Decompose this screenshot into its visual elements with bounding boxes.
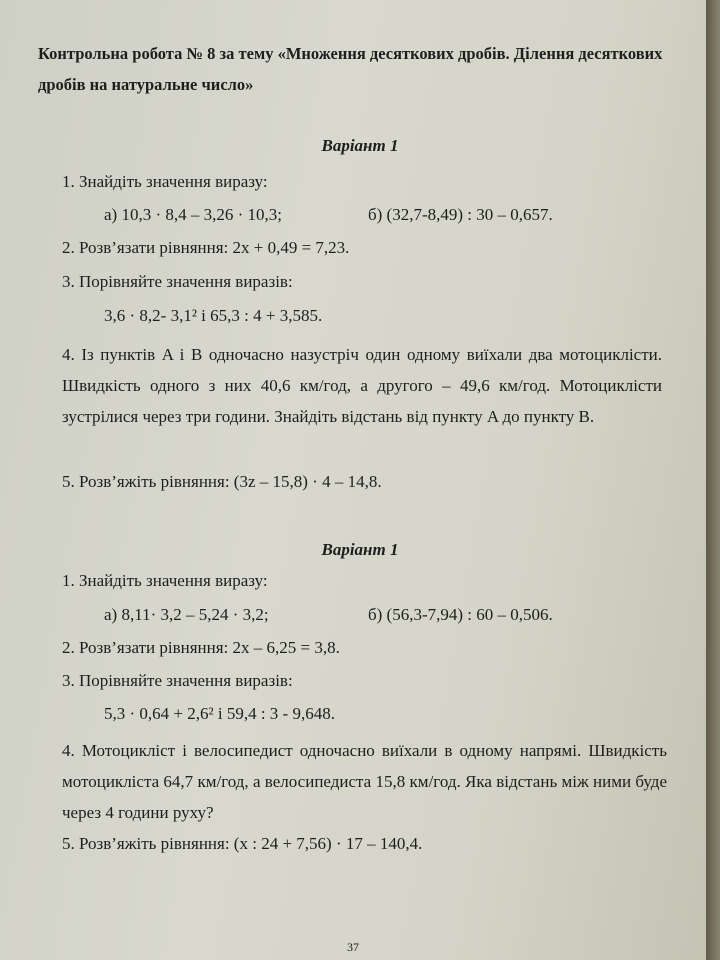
v1-task-1-label: 1. Знайдіть значення виразу: [62,172,268,191]
v2-task-5: 5. Розв’яжіть рівняння: (x : 24 + 7,56) · 17 – 140,4. [62,834,423,853]
v2-task-4: 4. Мотоциклiст і велосипедист одночасно виїхали в одному напрямі. Швидкість мотоцикліста 64,7 км/год, а велосипедиста 15,8 км/год. Яка відстань між ними буде через 4 години руху? [62,741,667,822]
v2-task-3-label: 3. Порівняйте значення виразів: [62,671,293,690]
page-number: 37 [347,940,359,954]
v2-task-3-expression: 5,3 · 0,64 + 2,6² і 59,4 : 3 - 9,648. [104,704,335,723]
v1-task-1-b: б) (32,7-8,49) : 30 – 0,657. [368,205,553,224]
variant-2-heading: Варіант 1 [321,540,399,559]
document-title: Контрольна робота № 8 за тему «Множення десяткових дробів. Ділення десяткових дробів на натуральне число» [38,44,663,94]
v1-task-5: 5. Розв’яжіть рівняння: (3z – 15,8) · 4 – 14,8. [62,472,382,491]
v1-task-4: 4. Із пунктів A і B одночасно назустріч один одному виїхали два мотоциклісти. Швидкість одного з них 40,6 км/год, а другого – 49,6 км/год. Мотоциклісти зустрілися через три години. Знайдіть відстань від пункту A до пункту B. [62,345,662,426]
v1-task-3-label: 3. Порівняйте значення виразів: [62,272,293,291]
v2-task-1-label: 1. Знайдіть значення виразу: [62,571,268,590]
v1-task-1-a: а) 10,3 · 8,4 – 3,26 · 10,3; [104,205,283,224]
v2-task-2: 2. Розв’язати рівняння: 2x – 6,25 = 3,8. [62,638,340,657]
v1-task-2: 2. Розв’язати рівняння: 2x + 0,49 = 7,23. [62,238,350,257]
v2-task-1-a: а) 8,11· 3,2 – 5,24 · 3,2; [104,605,269,624]
v2-task-1-b: б) (56,3-7,94) : 60 – 0,506. [368,605,553,624]
v1-task-3-expression: 3,6 · 8,2- 3,1² і 65,3 : 4 + 3,585. [104,306,323,325]
variant-1-heading: Варіант 1 [321,136,399,155]
